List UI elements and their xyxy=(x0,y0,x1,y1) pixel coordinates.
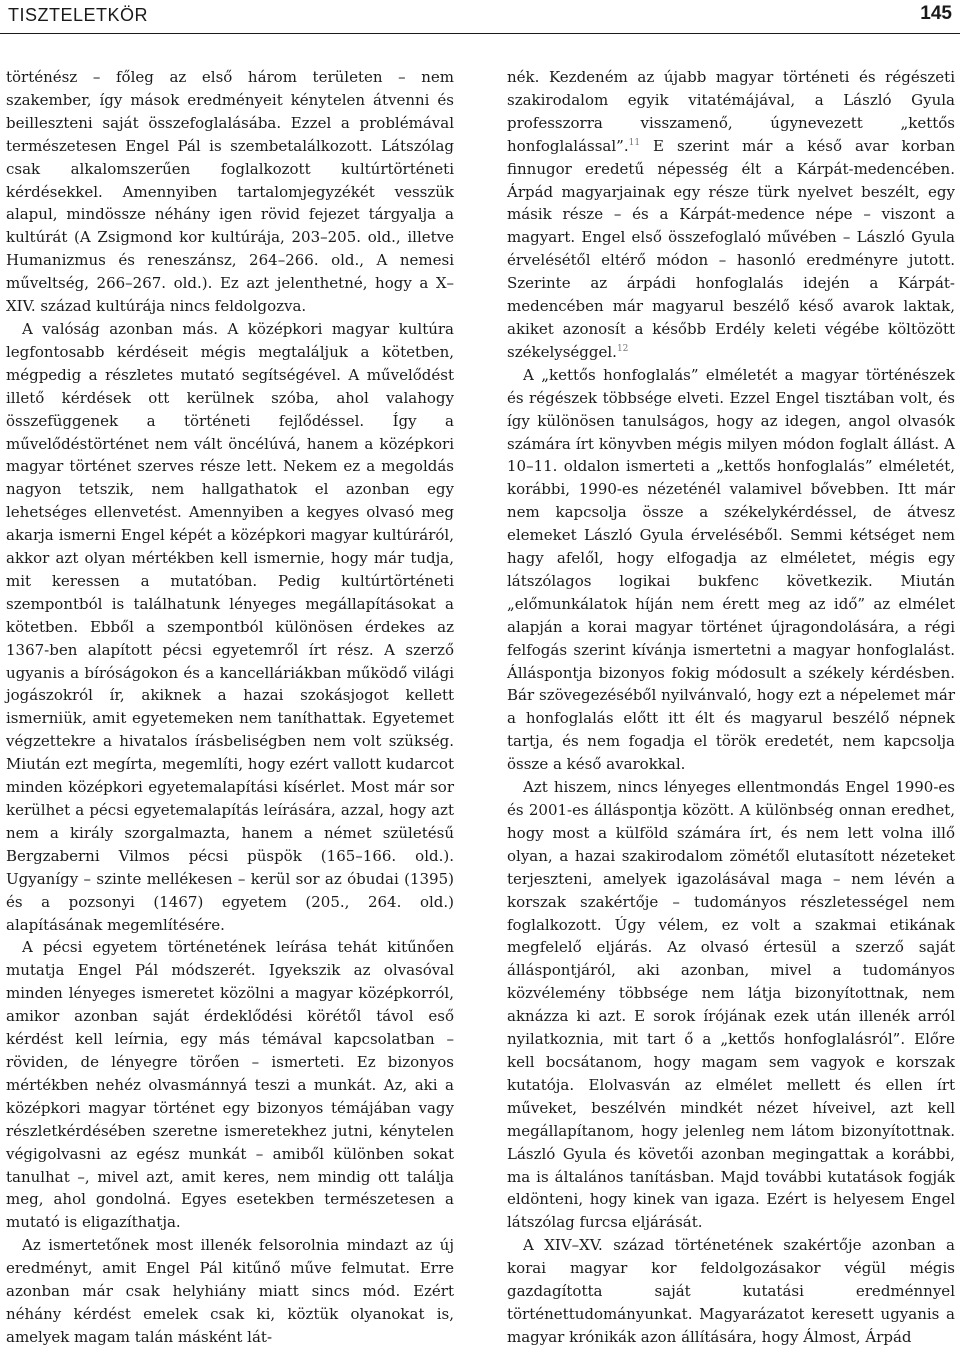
paragraph: A valóság azonban más. A középkori magyar kultúra legfontosabb kérdéseit mégis megtaláljuk a kötetben, mégpedig a részletes mutató segítségével. A művelődést illető kérdések ott kerülnek szóba, ahol valahogy összefüggenek a történeti fejlődéssel. Így a művelődéstörténet nem vált öncélúvá, hanem a középkori magyar történet szerves része lett. Nekem ez a megoldás nagyon tetszik, nem hallgathatok el azonban egy lehetséges ellenvetést. Amennyiben a kegyes olvasó meg akarja ismerni Engel képét a középkori magyar kultúráról, akkor azt olyan mértékben kell ismernie, hogy már tudja, mit keressen a mutatóban. Pedig kultúrtörténeti szempontból is találhatunk lényeges megállapításokat a kötetben. Ebből a szempontból különösen érdekes az 1367-ben alapított pécsi egyetemről írt rész. A szerző ugyanis a bíróságokon és a kancelláriákban működő világi jogászokról ír, akiknek a hazai szokásjogot kellett ismerniük, amit egyetemeken nem taníthattak. Egyetemet végzettekre a hivatalos írásbeliségben nem volt szükség. Miután ezt megírta, megemlíti, hogy ezért vallott kudarcot minden középkori egyetemalapítási kísérlet. Most már sor kerülhet a pécsi egyetemalapítás leírására, azzal, hogy azt nem a király szorgalmazta, hanem a német születésű Bergzaberni Vilmos pécsi püspök (165–166. old.). Ugyanígy – szinte mellékesen – kerül sor az óbudai (1395) és a pozsonyi (1467) egyetem (205., 264. old.) alapításának megemlítésére. xyxy=(6,319,454,934)
paragraph: A XIV–XV. század történetének szakértője azonban a korai magyar kor feldolgozásakor végül mégis gazdagította saját kutatási eredménnyel történettudományunkat. Magyarázatot keresett ugyanis a magyar krónikák azon állítására, hogy Álmost, Árpád xyxy=(507,1236,955,1346)
header-rule xyxy=(0,33,960,34)
running-header xyxy=(0,0,960,34)
paragraph-text: E szerint már a késő avar korban finnugor eredetű népesség élt a Kárpát-medencében. Árpád magyarjainak egy része türk nyelvet beszélt, egy másik része – és a Kárpát-medence népe – viszont a magyart. Engel első összefoglaló művében – László Gyula érvelésétől eltérő módon – hasonló eredményre jutott. Szerinte az árpádi honfoglalás idején a Kárpát-medencében már magyarul beszélő késő avarok laktak, akiket azonosít a később Erdély keleti végébe költözött székelységgel. xyxy=(507,136,955,361)
paragraph: A „kettős honfoglalás” elméletét a magyar történészek és régészek többsége elveti. Ezzel Engel tisztában volt, és így különösen tanulságos, hogy az idegen, angol olvasók számára írt könyvben mégis milyen módon foglalt állást. A 10–11. oldalon ismerteti a „kettős honfoglalás” elméletét, korábbi, 1990-es nézeténél valamivel bővebben. Itt már nem kapcsolja össze a székelykérdéssel, de átvesz elemeket László Gyula érveléséből. Semmi kétséget nem hagy afelől, hogy elfogadja az elméletet, mégis egy látszólagos logikai bukfenc következik. Miután „előmunkálatok híján nem érett meg az idő” az elmélet alapján a korai magyar történet újragondolására, a régi felfogás szerint kívánja ismertetni a magyar honfoglalást. Álláspontja bizonyos fokig módosult a székely kérdésben. Bár szövegezéséből nyilvánvaló, hogy ezt a népelemet már a honfoglalás előtt itt élt és magyarul beszélő népnek tartja, és nem fogadja el török eredetét, nem kapcsolja össze a késő avarokkal. xyxy=(507,365,955,774)
left-column xyxy=(6,66,454,1349)
paragraph: történész – főleg az első három területen – nem szakember, így mások eredményeit kénytelen átvenni és beilleszteni saját összefoglalásába. Ezzel a problémával természetesen Engel Pál is szembetalálkozott. Látszólag csak alkalomszerűen foglalkozott kultúrtörténeti kérdésekkel. Amennyiben tartalomjegyzékét vesszük alapul, mindössze néhány igen rövid fejezet tárgyalja a kultúrát (A Zsigmond kor kultúrája, 203–205. old., illetve Humanizmus és reneszánsz, 264–266. old., A nemesi műveltség, 266–267. old.). Ez azt jelenthetné, hogy a X–XIV. század kultúrája nincs feldolgozva. xyxy=(6,68,454,316)
section-title: TISZTELETKÖR xyxy=(8,5,149,25)
paragraph xyxy=(507,66,955,364)
paragraph-text: nék. Kezdeném az újabb magyar történeti és régészeti szakirodalom egyik vitatémájával, a László Gyula professzorra visszamenő, úgynevezett „kettős honfoglalással”. xyxy=(507,68,955,155)
paragraph: A pécsi egyetem történetének leírása tehát kitűnően mutatja Engel Pál módszerét. Igyekszik az olvasóval minden lényeges ismeretet közölni a magyar középkorról, amikor azonban saját érdeklődési körétől távol eső kérdést kell leírnia, egy más témával kapcsolatban – röviden, de lényegre törően – ismerteti. Ez bizonyos mértékben nehéz olvasmánnyá teszi a munkát. Az, aki a középkori magyar történet egy bizonyos témájában vagy részletkérdésében szeretne ismeretekhez jutni, kénytelen végigolvasni az egész munkát – amiből különben sokat tanulhat –, mivel azt, amit keres, nem mindig ott találja meg, ahol gondolná. Egyes esetekben természetesen a mutató is eligazíthatja. xyxy=(6,938,454,1232)
paragraph: Azt hiszem, nincs lényeges ellentmondás Engel 1990-es és 2001-es álláspontja között. A különbség onnan eredhet, hogy most a külföld számára írt, és nem lett volna illő olyan, a hazai szakirodalom zömétől elutasított nézeteket terjeszteni, amelyek igazolásával maga – nem lévén a korszak szakértője – tudományos részletességel nem foglalkozott. Úgy vélem, ez volt a szakmai etikának megfelelő eljárás. Az olvasó értesül a szerző saját álláspontjáról, aki azonban, mivel a tudományos közvélemény többsége nem látja bizonyítottnak, nem aknázza ki azt. E sorok írójának ezek után illenék arról nyilatkoznia, mit tart ő a „kettős honfoglalásról”. Előre kell bocsátanom, hogy magam sem vagyok e korszak kutatója. Elolvasván az elmélet mellett és ellen írt műveket, beszélvén mindkét nézet híveivel, azt kell megállapítanom, hogy jelenleg nem látom bizonyítottnak. László Gyula és követői azonban megingattak a korábbi, ma is általános tanításban. Majd további kutatások fogják eldönteni, hogy kinek van igaza. Ezért is helyesem Engel látszólag furcsa eljárását. xyxy=(507,778,955,1232)
right-column xyxy=(507,66,955,1349)
page-number: 145 xyxy=(920,3,952,24)
footnote-ref-12[interactable]: 12 xyxy=(616,343,629,354)
paragraph: Az ismertetőnek most illenék felsorolnia mindazt az új eredményt, amit Engel Pál kitűnő műve felmutat. Erre azonban már csak helyhiány miatt sincs mód. Ezért néhány kérdést emelek csak ki, köztük olyanokat is, amelyek magam talán másként lát- xyxy=(6,1236,454,1346)
footnote-ref-11[interactable]: 11 xyxy=(628,137,641,148)
